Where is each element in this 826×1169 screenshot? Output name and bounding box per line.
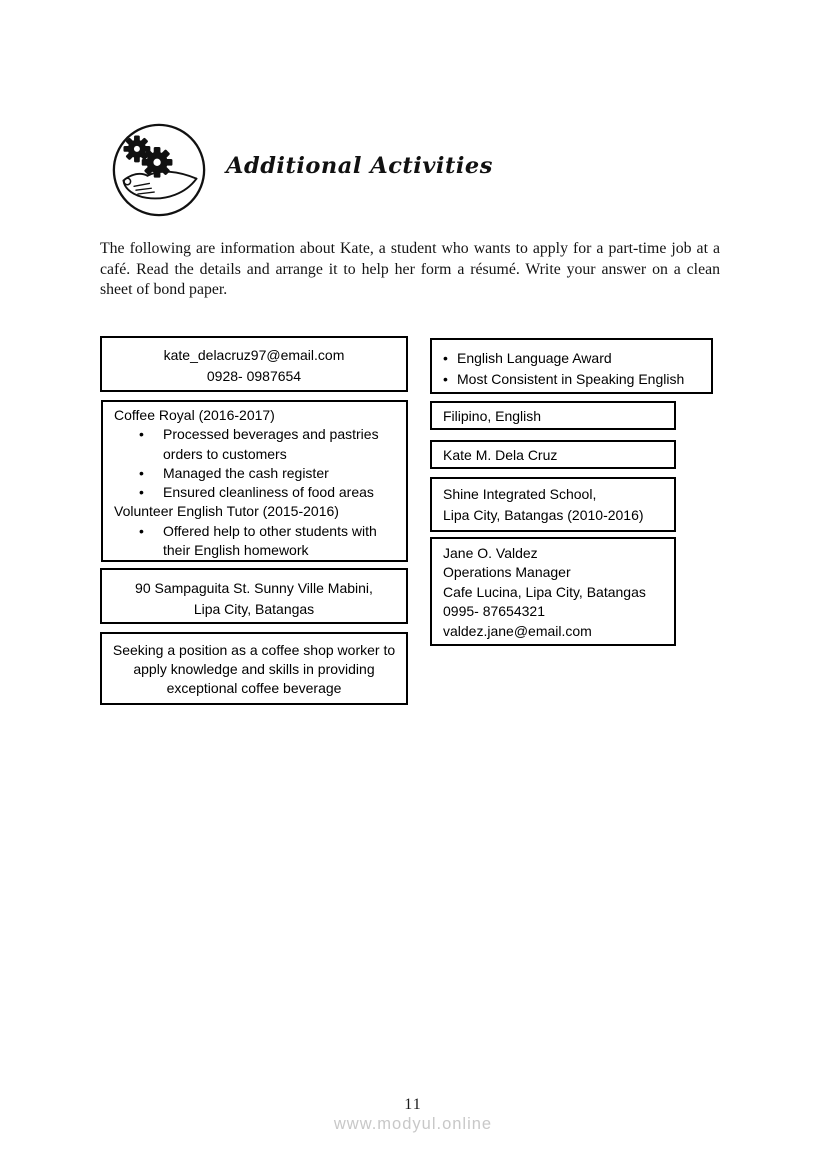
- experience-bullet: • Processed beverages and pastries orders to customers: [114, 425, 404, 464]
- box-work-experience: [101, 400, 408, 562]
- contact-email: kate_delacruz97@email.com: [163, 347, 345, 363]
- box-reference: [430, 537, 676, 646]
- watermark-text: www.modyul.online: [333, 1115, 493, 1133]
- award-item: • English Language Award: [432, 348, 711, 369]
- experience-bullet: • Offered help to other students with their English homework: [114, 522, 404, 561]
- box-education: [430, 477, 676, 532]
- education-line: Shine Integrated School,: [443, 486, 597, 502]
- experience-heading: Coffee Royal (2016-2017): [114, 407, 275, 423]
- reference-line: Cafe Lucina, Lipa City, Batangas: [443, 583, 646, 600]
- page-number: 11: [404, 1096, 422, 1113]
- hand-with-gears-icon: [111, 122, 207, 218]
- reference-line: Operations Manager: [443, 564, 571, 581]
- reference-line: 0995- 87654321: [443, 603, 545, 620]
- candidate-name-text: Kate M. Dela Cruz: [443, 447, 558, 463]
- box-home-address: [100, 568, 408, 624]
- address-line: 90 Sampaguita St. Sunny Ville Mabini,: [135, 580, 373, 596]
- award-item: • Most Consistent in Speaking English: [432, 369, 711, 390]
- box-contact-info: [100, 336, 408, 392]
- intro-paragraph: The following are information about Kate, a student who wants to apply for a part-time job at a café. Read the details and arrange it to help her form a résumé. Write your answer on a clean sheet of bond paper.: [100, 240, 720, 299]
- education-line: Lipa City, Batangas (2010-2016): [443, 507, 644, 523]
- box-awards: [430, 338, 713, 394]
- box-career-objective: [100, 632, 408, 705]
- objective-text: Seeking a position as a coffee shop worker to apply knowledge and skills in providing exceptional coffee beverage: [112, 642, 396, 696]
- gear-icon: [123, 135, 150, 162]
- address-line: Lipa City, Batangas: [193, 601, 315, 617]
- section-title: Additional Activities: [226, 153, 493, 179]
- box-languages: [430, 401, 676, 430]
- box-candidate-name: [430, 440, 676, 469]
- reference-line: valdez.jane@email.com: [443, 622, 592, 639]
- reference-line: Jane O. Valdez: [443, 545, 538, 561]
- languages-text: Filipino, English: [443, 408, 542, 424]
- experience-bullet: • Ensured cleanliness of food areas: [114, 483, 404, 502]
- contact-phone: 0928- 0987654: [206, 368, 302, 384]
- experience-heading: Volunteer English Tutor (2015-2016): [114, 503, 339, 520]
- experience-bullet: • Managed the cash register: [114, 464, 404, 483]
